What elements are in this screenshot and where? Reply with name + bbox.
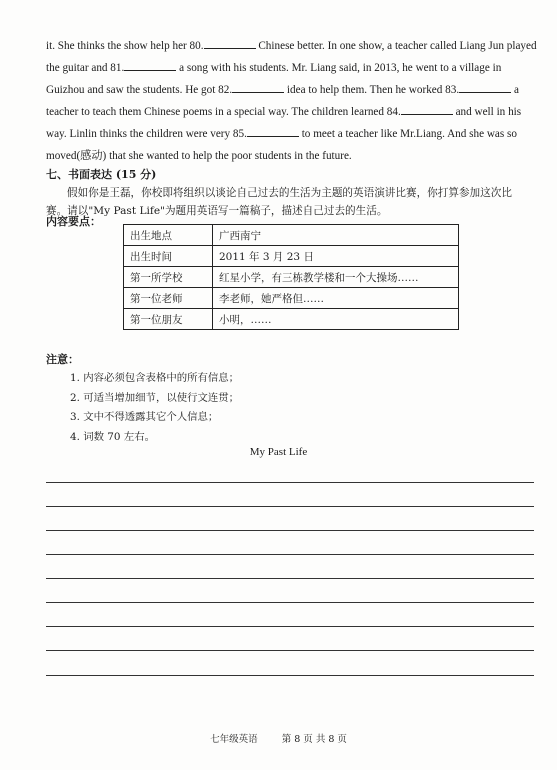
cloze-text: Chinese better. In one show, a teacher called Liang Jun played [258, 40, 537, 52]
writing-prompt [46, 184, 541, 220]
answer-blank-82[interactable] [232, 82, 284, 93]
table-key: 第一所学校 [124, 267, 213, 288]
table-value: 李老师，她严格但…… [213, 288, 459, 309]
table-value: 小明，…… [213, 309, 459, 330]
answer-blank-81[interactable] [124, 60, 176, 71]
answer-blank-83[interactable] [459, 82, 511, 93]
table-row [124, 225, 459, 246]
table-row [124, 288, 459, 309]
list-item: 1. 内容必须包含表格中的所有信息； [70, 372, 240, 384]
prompt-line-2: 赛。请以"My Past Life"为题用英语写一篇稿子，描述自己过去的生活。 [46, 205, 388, 217]
table-row [124, 309, 459, 330]
table-key: 出生地点 [124, 225, 213, 246]
section-title: 七、书面表达 (15 分) [46, 168, 157, 181]
writing-line [46, 602, 534, 603]
cloze-line-3 [46, 79, 539, 101]
cloze-text: it. She thinks the show help her 80. [46, 40, 204, 52]
cloze-text: idea to help them. Then he worked 83. [286, 84, 460, 96]
notes-label: 注意： [46, 353, 79, 366]
cloze-text: and well in his [455, 106, 522, 118]
cloze-text: teacher to teach them Chinese poems in a special way. The children learned 84. [46, 106, 401, 118]
table-row [124, 246, 459, 267]
table-value: 2011 年 3 月 23 日 [213, 246, 459, 267]
cloze-text: Guizhou and saw the students. He got 82. [46, 84, 233, 96]
writing-line [46, 675, 534, 676]
cloze-text: moved(感动) that she wanted to help the poor students in the future. [46, 150, 352, 162]
cloze-line-1 [46, 35, 539, 57]
cloze-text: a song with his students. Mr. Liang said, in 2013, he went to a village in [179, 62, 502, 74]
cloze-text: to meet a teacher like Mr.Liang. And she was so [301, 128, 518, 140]
writing-line [46, 506, 534, 507]
content-points-label: 内容要点： [46, 215, 101, 228]
writing-line [46, 554, 534, 555]
writing-line [46, 482, 534, 483]
cloze-text: way. Linlin thinks the children were very 85. [46, 128, 247, 140]
cloze-line-5 [46, 123, 539, 145]
writing-line [46, 530, 534, 531]
cloze-line-2 [46, 57, 539, 79]
info-table [123, 224, 459, 330]
table-row [124, 267, 459, 288]
answer-blank-80[interactable] [204, 38, 256, 49]
answer-blank-84[interactable] [401, 104, 453, 115]
list-item: 2. 可适当增加细节，以使行文连贯； [70, 391, 240, 404]
notes-list [70, 369, 239, 447]
list-item: 3. 文中不得透露其它个人信息； [70, 411, 219, 423]
answer-blank-85[interactable] [247, 126, 299, 137]
essay-title: My Past Life [249, 446, 308, 458]
table-value: 红星小学，有三栋教学楼和一个大操场…… [213, 267, 459, 288]
cloze-line-4 [46, 101, 539, 123]
cloze-text: a [513, 84, 519, 96]
table-key: 出生时间 [124, 246, 213, 267]
table-key: 第一位朋友 [124, 309, 213, 330]
cloze-text: the guitar and 81. [46, 62, 125, 74]
page-footer: 七年级英语 第 8 页 共 8 页 [210, 734, 347, 745]
list-item: 4. 词数 70 左右。 [70, 430, 155, 443]
writing-line [46, 626, 534, 627]
table-value: 广西南宁 [213, 225, 459, 246]
cloze-line-6 [46, 145, 539, 167]
writing-line [46, 578, 534, 579]
writing-line [46, 650, 534, 651]
table-key: 第一位老师 [124, 288, 213, 309]
prompt-line-1: 假如你是王磊，你校即将组织以谈论自己过去的生活为主题的英语演讲比赛，你打算参加这次比 [67, 187, 512, 199]
